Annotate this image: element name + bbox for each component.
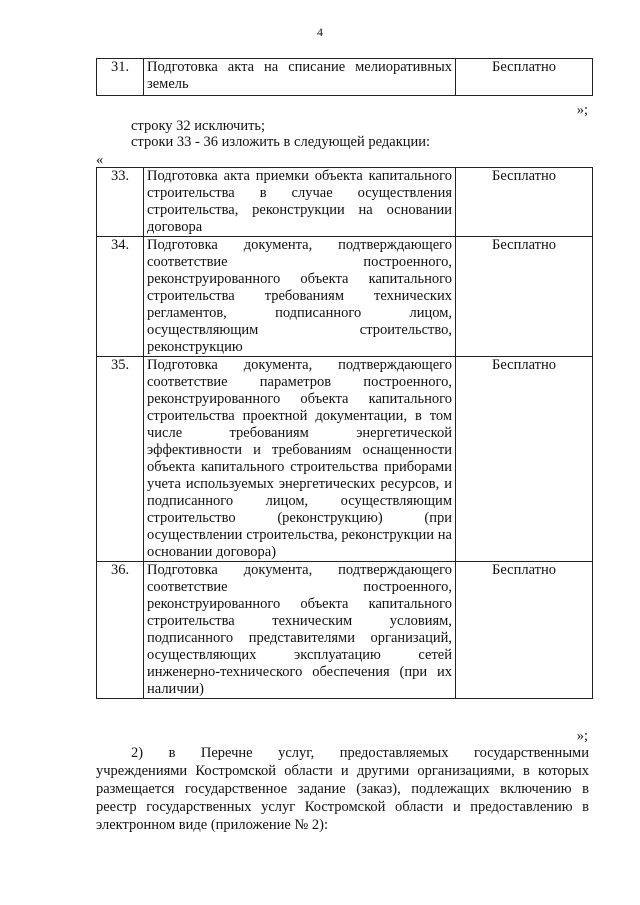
row-number: 34.: [97, 237, 144, 357]
service-name: Подготовка акта на списание мелиоративных земель: [144, 59, 456, 96]
row-number: 35.: [97, 357, 144, 562]
service-price: Бесплатно: [456, 357, 593, 562]
services-table-main: [96, 167, 593, 699]
end-quote-2: »;: [576, 728, 588, 744]
row-number: 36.: [97, 562, 144, 699]
paragraph-line-3: размещается государственное задание (заказ), подлежащих включению в: [96, 781, 589, 797]
row-number: 33.: [97, 168, 144, 237]
table-row-35: [97, 357, 593, 562]
paragraph-line-2: учреждениями Костромской области и другими организациями, в которых: [96, 763, 589, 779]
open-quote: «: [96, 152, 104, 168]
table-row-36: [97, 562, 593, 699]
paragraph-line-4: реестр государственных услуг Костромской области и предоставлению в: [96, 799, 589, 815]
service-price: Бесплатно: [456, 168, 593, 237]
end-quote-1: »;: [576, 102, 588, 118]
table-row-33: [97, 168, 593, 237]
service-price: Бесплатно: [456, 562, 593, 699]
paragraph-line-1: 2) в Перечне услуг, предоставляемых государственными: [131, 745, 589, 761]
table-row-31: [97, 59, 593, 96]
services-table-top: [96, 58, 593, 96]
service-price: Бесплатно: [456, 59, 593, 96]
row-number: 31.: [97, 59, 144, 96]
service-name: Подготовка документа, подтверждающего соответствие параметров построенного, реконструированного объекта капитального строительства проектной документации, в том числе требованиям энергетической эффективности и требованиям оснащенности объекта капитального строительства приборами учета используемых энергетических ресурсов, и подписанного лицом, осуществляющим строительство (реконструкцию) (при осуществлении строительства, реконструкции на основании договора): [144, 357, 456, 562]
service-name: Подготовка документа, подтверждающего соответствие построенного, реконструированного объекта капитального строительства техническим условиям, подписанного представителями организаций, осуществляющих эксплуатацию сетей инженерно-технического обеспечения (при их наличии): [144, 562, 456, 699]
page-number: 4: [317, 25, 323, 39]
service-name: Подготовка документа, подтверждающего соответствие построенного, реконструированного объекта капитального строительства требованиям технических регламентов, подписанного лицом, осуществляющим строительство, реконструкцию: [144, 237, 456, 357]
service-name: Подготовка акта приемки объекта капитального строительства в случае осуществления строительства, реконструкции на основании договора: [144, 168, 456, 237]
service-price: Бесплатно: [456, 237, 593, 357]
instruction-2: строки 33 - 36 изложить в следующей редакции:: [131, 134, 431, 150]
instruction-1: строку 32 исключить;: [131, 118, 266, 134]
table-row-34: [97, 237, 593, 357]
paragraph-line-5: электронном виде (приложение № 2):: [96, 817, 328, 833]
